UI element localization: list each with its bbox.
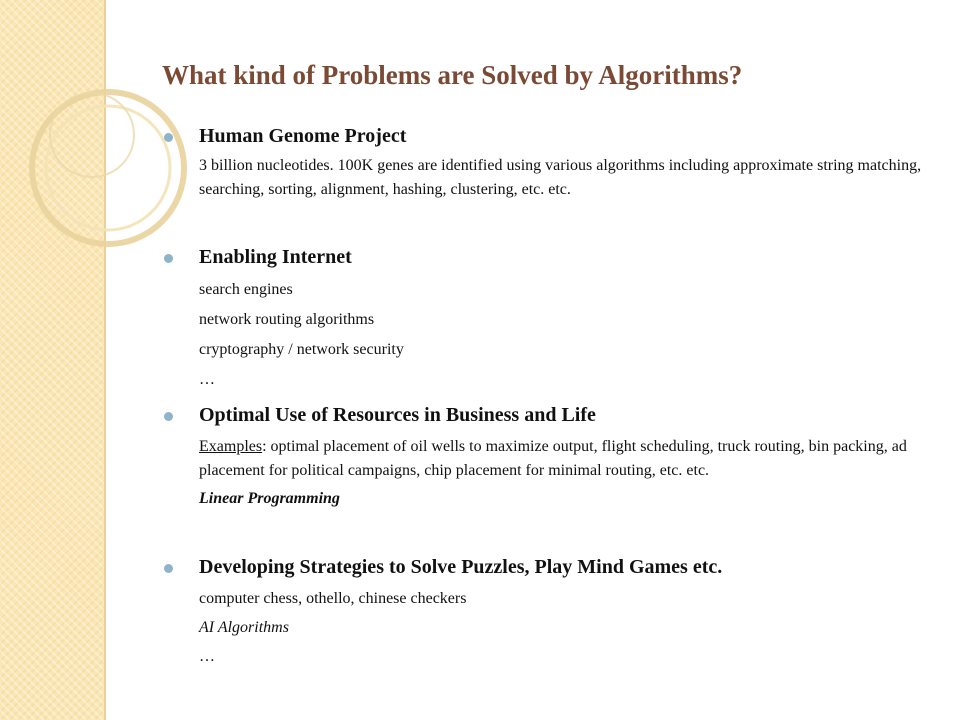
list-item: computer chess, othello, chinese checkers (199, 590, 467, 607)
bullet-icon (164, 564, 173, 573)
slide-title: What kind of Problems are Solved by Algorithms? (162, 60, 743, 90)
examples-text: : optimal placement of oil wells to maximize output, flight scheduling, truck routing, bin packing, ad placement for political campaigns, chip placement for minimal routing, etc. etc. (199, 438, 907, 479)
section-human-genome (164, 125, 934, 202)
section-enabling-internet (164, 246, 934, 392)
ellipsis: … (199, 648, 215, 665)
heading-text: Enabling Internet (199, 246, 352, 268)
heading-text: Human Genome Project (199, 125, 407, 147)
section-optimal-resources (164, 404, 934, 511)
ellipsis: … (199, 371, 215, 388)
list-item: cryptography / network security (199, 341, 404, 358)
section-heading (164, 125, 934, 148)
section-heading (164, 556, 934, 579)
list-item: AI Algorithms (199, 619, 289, 636)
list-item: search engines (199, 281, 293, 298)
paragraph: 3 billion nucleotides. 100K genes are identified using various algorithms including approximate string matching, searching, sorting, alignment, hashing, clustering, etc. etc. (199, 157, 922, 198)
section-strategies (164, 556, 934, 669)
section-heading (164, 404, 934, 427)
list-item: network routing algorithms (199, 311, 375, 328)
bullet-icon (164, 412, 173, 421)
note: Linear Programming (199, 490, 340, 507)
section-heading (164, 246, 934, 269)
examples-label: Examples (199, 438, 263, 455)
bullet-icon (164, 254, 173, 263)
bullet-icon (164, 133, 173, 142)
heading-text: Developing Strategies to Solve Puzzles, Play Mind Games etc. (199, 556, 723, 578)
heading-text: Optimal Use of Resources in Business and Life (199, 404, 596, 426)
paragraph (164, 435, 934, 483)
